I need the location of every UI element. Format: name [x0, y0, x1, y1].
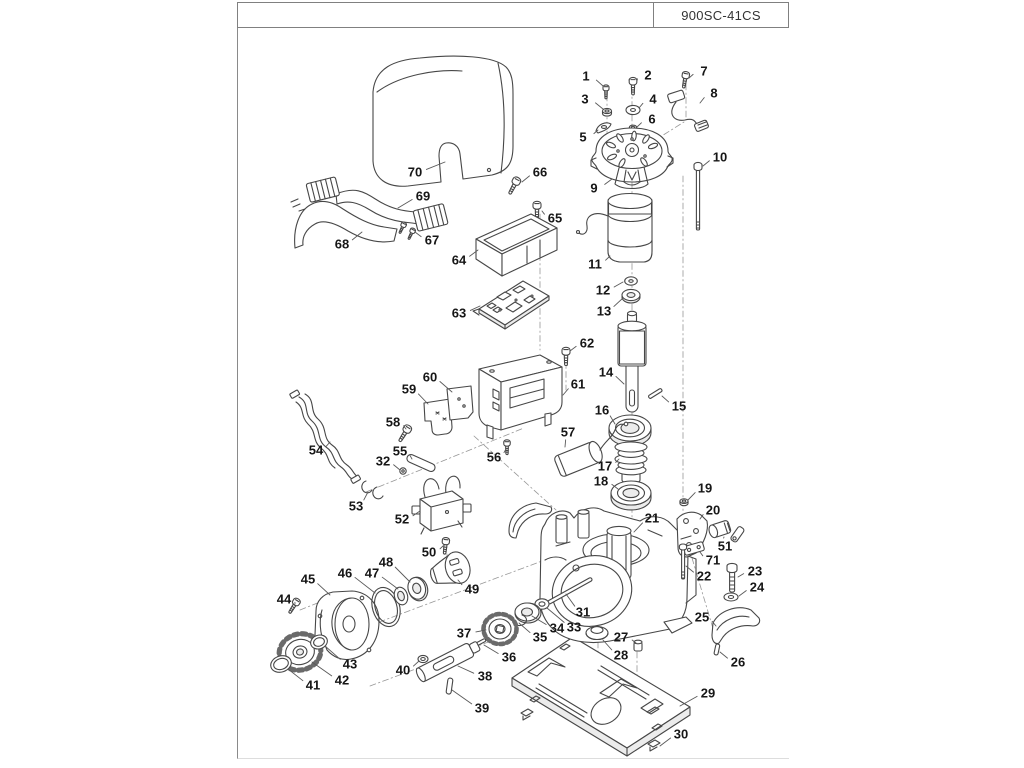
callout-71: 71: [705, 552, 721, 568]
part-32-ring: [400, 468, 406, 474]
leader-line-48: [395, 567, 410, 582]
part-39-key: [446, 678, 453, 695]
callout-52: 52: [394, 511, 410, 527]
part-14-rotor-shaft: [618, 311, 646, 412]
part-7-screw: [680, 71, 690, 89]
leader-line-69: [398, 199, 412, 208]
callout-49: 49: [464, 581, 480, 597]
leader-line-67: [415, 232, 421, 237]
callout-42: 42: [334, 672, 350, 688]
callout-55: 55: [392, 443, 408, 459]
callout-6: 6: [648, 111, 656, 127]
part-66-screw: [506, 176, 522, 196]
leader-line-57: [565, 440, 566, 447]
leader-line-15: [662, 396, 669, 402]
callout-12: 12: [595, 282, 611, 298]
part-18-bearing: [611, 481, 651, 510]
part-9-fan-cover: [591, 128, 673, 189]
callout-32: 32: [375, 453, 391, 469]
callout-28: 28: [613, 647, 629, 663]
callout-19: 19: [697, 480, 713, 496]
part-23-bolt: [727, 563, 737, 592]
callout-10: 10: [712, 149, 728, 165]
callout-4: 4: [649, 91, 657, 107]
callout-56: 56: [486, 449, 502, 465]
leader-line-36: [484, 645, 498, 654]
part-62-screw: [562, 347, 570, 365]
part-63-circuit-board: [473, 281, 549, 329]
callout-33: 33: [566, 619, 582, 635]
callout-11: 11: [588, 256, 602, 272]
leader-line-45: [318, 584, 330, 595]
part-52-transformer: [412, 476, 471, 534]
callout-9: 9: [590, 180, 598, 196]
part-5-clip: [596, 123, 611, 133]
callout-24: 24: [749, 579, 765, 595]
callout-37: 37: [456, 625, 472, 641]
leader-line-59: [418, 394, 428, 404]
part-8-capacitor-lead: [667, 90, 709, 132]
leader-line-66: [522, 176, 530, 182]
callout-54: 54: [308, 442, 324, 458]
part-61-control-cover: [479, 355, 562, 439]
callout-45: 45: [300, 571, 316, 587]
part-70-cover: [373, 56, 513, 186]
part-53-clips: [362, 481, 383, 499]
callout-16: 16: [594, 402, 610, 418]
callout-1: 1: [582, 68, 590, 84]
part-37-gear: [484, 614, 517, 644]
part-54-wiring-harness: [290, 390, 361, 484]
callout-25: 25: [694, 609, 710, 625]
callout-3: 3: [581, 91, 589, 107]
callout-57: 57: [560, 424, 576, 440]
leader-line-39: [452, 690, 472, 704]
callout-31: 31: [575, 604, 591, 620]
callout-66: 66: [532, 164, 548, 180]
strap-end-cap-left: [306, 177, 340, 203]
leader-line-10: [703, 161, 709, 166]
part-24-washer: [724, 593, 738, 601]
callout-23: 23: [747, 563, 763, 579]
callout-60: 60: [422, 369, 438, 385]
callout-21: 21: [644, 510, 660, 526]
leader-line-30: [660, 738, 671, 746]
callout-50: 50: [421, 544, 437, 560]
leader-line-62: [570, 346, 576, 351]
part-34-bearing: [515, 603, 541, 623]
leader-line-26: [720, 652, 728, 658]
part-4-washer: [626, 105, 640, 114]
part-45-flange-cup: [315, 591, 379, 660]
leader-line-65: [542, 211, 544, 214]
callout-38: 38: [477, 668, 493, 684]
callout-58: 58: [385, 414, 401, 430]
leader-line-6: [637, 123, 641, 127]
callout-15: 15: [671, 398, 687, 414]
callout-44: 44: [276, 591, 292, 607]
leader-line-11: [606, 256, 610, 260]
callout-30: 30: [673, 726, 689, 742]
leader-line-1: [596, 80, 603, 86]
part-19-nut: [680, 499, 688, 506]
callout-48: 48: [378, 554, 394, 570]
part-26-pin: [714, 644, 720, 656]
callout-39: 39: [474, 700, 490, 716]
callout-40: 40: [395, 662, 411, 678]
callout-47: 47: [364, 565, 380, 581]
part-1-screw: [603, 85, 609, 99]
leader-line-9: [605, 179, 612, 184]
callout-41: 41: [305, 677, 321, 693]
leader-line-12: [614, 282, 623, 287]
part-67-screw: [406, 227, 416, 240]
leader-line-8: [700, 98, 704, 103]
leader-line-4: [639, 103, 643, 108]
callout-27: 27: [613, 629, 629, 645]
callout-26: 26: [730, 654, 746, 670]
callout-34: 34: [549, 620, 565, 636]
callout-20: 20: [705, 502, 721, 518]
leader-line-24: [739, 591, 746, 596]
strap-end-cap-right: [413, 204, 448, 232]
callout-61: 61: [570, 376, 586, 392]
callout-65: 65: [547, 210, 563, 226]
callout-59: 59: [401, 381, 417, 397]
callout-36: 36: [501, 649, 517, 665]
leader-line-60: [440, 382, 452, 392]
part-25-stop-bracket: [712, 608, 760, 644]
callout-8: 8: [710, 85, 718, 101]
part-48-bearing: [405, 575, 430, 604]
leader-line-14: [616, 376, 624, 384]
callout-17: 17: [597, 458, 613, 474]
callout-2: 2: [644, 67, 652, 83]
part-40-ring: [418, 655, 428, 662]
callout-5: 5: [579, 129, 587, 145]
leader-line-13: [614, 298, 623, 306]
part-10-bolt: [694, 162, 702, 230]
callout-70: 70: [407, 164, 423, 180]
callout-13: 13: [596, 303, 612, 319]
callout-18: 18: [593, 473, 609, 489]
callout-29: 29: [700, 685, 716, 701]
leader-line-19: [688, 493, 695, 500]
part-12-washer: [625, 277, 638, 285]
leader-line-23: [738, 574, 744, 577]
part-2-screw: [629, 77, 637, 94]
leader-line-40: [413, 661, 419, 666]
part-28-grommet: [586, 627, 608, 640]
part-64-box: [476, 214, 557, 276]
callout-14: 14: [598, 364, 614, 380]
callout-46: 46: [337, 565, 353, 581]
part-29-base-plate: [512, 637, 690, 756]
callout-7: 7: [700, 63, 708, 79]
part-3-nut: [603, 108, 612, 116]
part-50-screw: [441, 537, 450, 554]
callout-53: 53: [348, 498, 364, 514]
leader-line-71: [700, 552, 703, 556]
leader-line-29: [680, 696, 697, 706]
callout-43: 43: [342, 656, 358, 672]
callout-68: 68: [334, 236, 350, 252]
part-67-screw: [397, 221, 407, 234]
callout-35: 35: [532, 629, 548, 645]
part-56-screw: [504, 440, 510, 455]
model-number: 900SC-41CS: [681, 7, 761, 23]
callout-62: 62: [579, 335, 595, 351]
part-13-bearing: [622, 289, 640, 303]
callout-22: 22: [696, 568, 712, 584]
leader-line-32: [394, 465, 400, 470]
callout-64: 64: [451, 252, 467, 268]
leader-line-3: [595, 103, 603, 109]
part-47-seal: [392, 585, 410, 606]
callout-67: 67: [424, 232, 440, 248]
callout-63: 63: [451, 305, 467, 321]
callout-51: 51: [717, 538, 733, 554]
leader-line-42: [312, 662, 332, 676]
callout-69: 69: [415, 188, 431, 204]
leader-line-38: [458, 666, 474, 673]
part-15-pin: [648, 388, 663, 399]
leader-line-54: [326, 442, 330, 446]
leader-line-50: [440, 546, 443, 549]
part-17-spring-washers: [615, 442, 647, 483]
part-11-stator: [577, 194, 653, 263]
